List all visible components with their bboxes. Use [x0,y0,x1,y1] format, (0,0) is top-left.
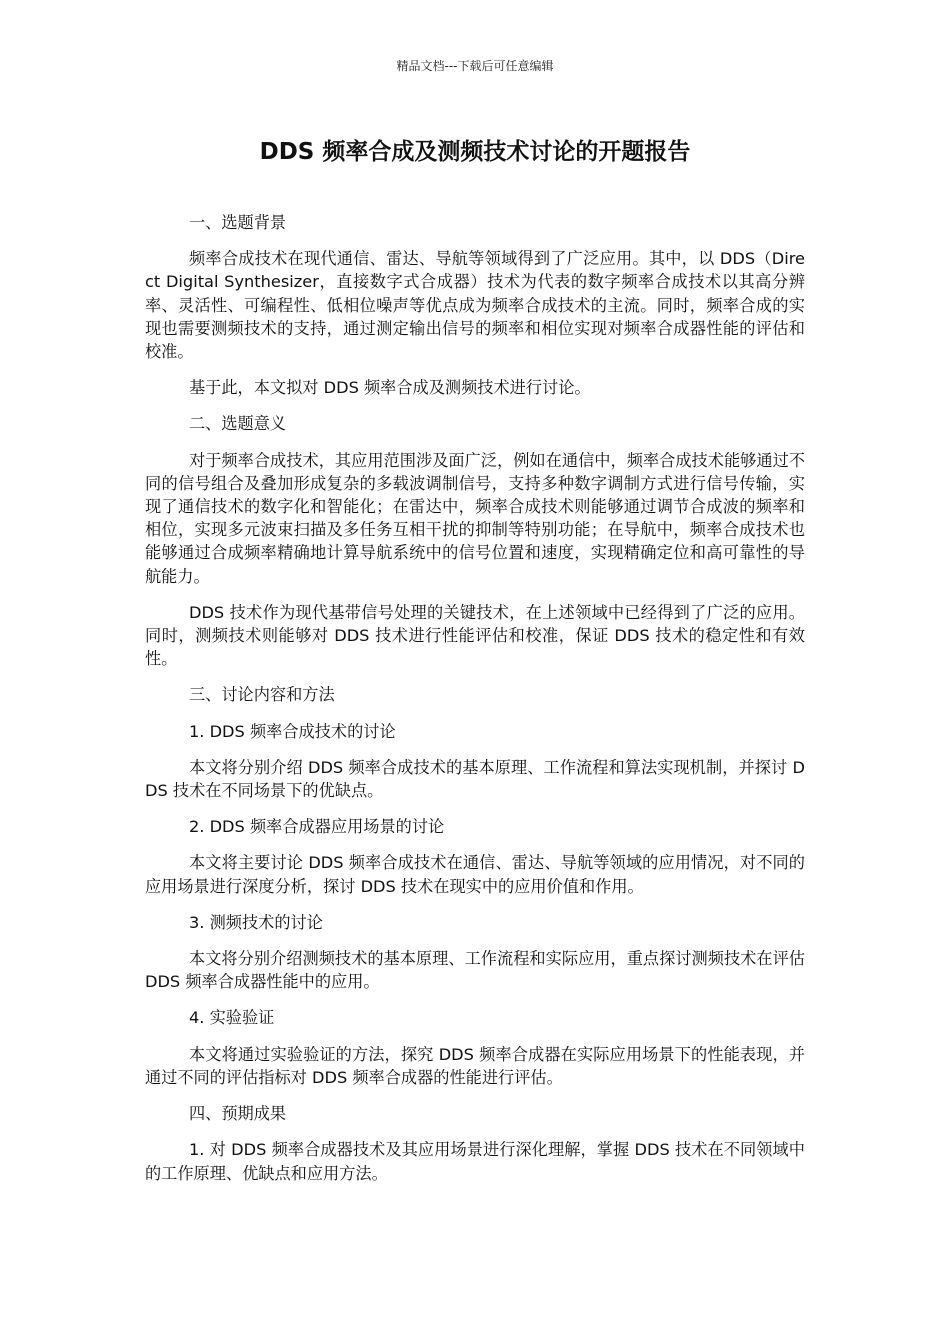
header-note: 精品文档---下载后可任意编辑 [396,59,554,73]
paragraph-significance-1: 对于频率合成技术，其应用范围涉及面广泛，例如在通信中，频率合成技术能够通过不同的信号组合及叠加形成复杂的多载波调制信号，支持多种数字调制方式进行信号传输，实现了通信技术的数字化和智能化；在雷达中，频率合成技术则能够通过调节合成波的频率和相位，实现多元波束扫描及多任务互相干扰的抑制等特别功能；在导航中，频率合成技术也能够通过合成频率精确地计算导航系统中的信号位置和速度，实现精确定位和高可靠性的导航能力。 [145,450,805,586]
paragraph-significance-2: DDS 技术作为现代基带信号处理的关键技术，在上述领域中已经得到了广泛的应用。同时，测频技术则能够对 DDS 技术进行性能评估和校准，保证 DDS 技术的稳定性和有效性。 [145,602,805,669]
paragraph-frequency-measurement: 本文将分别介绍测频技术的基本原理、工作流程和实际应用，重点探讨测频技术在评估 DDS 频率合成器性能中的应用。 [145,949,805,992]
section-heading-expected-results: 四、预期成果 [189,1104,287,1124]
paragraph-dds-technology: 本文将分别介绍 DDS 频率合成技术的基本原理、工作流程和算法实现机制，并探讨 DDS 技术在不同场景下的优缺点。 [145,757,805,801]
subheading-dds-technology: 1. DDS 频率合成技术的讨论 [189,721,396,741]
document-body [145,211,805,1198]
subheading-experiment: 4. 实验验证 [189,1008,275,1028]
paragraph-dds-applications: 本文将主要讨论 DDS 频率合成技术在通信、雷达、导航等领域的应用情况，对不同的应用场景进行深度分析，探讨 DDS 技术在现实中的应用价值和作用。 [145,853,805,896]
subheading-frequency-measurement: 3. 测频技术的讨论 [189,912,323,932]
document-title: DDS 频率合成及测频技术讨论的开题报告 [259,139,691,165]
section-heading-significance: 二、选题意义 [189,414,287,434]
section-heading-background: 一、选题背景 [189,213,287,232]
section-heading-methods: 三、讨论内容和方法 [189,685,335,705]
paragraph-background-2: 基于此，本文拟对 DDS 频率合成及测频技术进行讨论。 [189,378,591,398]
paragraph-experiment: 本文将通过实验验证的方法，探究 DDS 频率合成器在实际应用场景下的性能表现，并通过不同的评估指标对 DDS 频率合成器的性能进行评估。 [145,1044,805,1087]
subheading-dds-applications: 2. DDS 频率合成器应用场景的讨论 [189,817,445,837]
paragraph-expected-result-1: 1. 对 DDS 频率合成器技术及其应用场景进行深化理解，掌握 DDS 技术在不同领域中的工作原理、优缺点和应用方法。 [145,1140,805,1183]
paragraph-background-1: 频率合成技术在现代通信、雷达、导航等领域得到了广泛应用。其中，以 DDS（Direct Digital Synthesizer，直接数字式合成器）技术为代表的数字频率合成技术以其高分辨率、灵活性、可编程性、低相位噪声等优点成为频率合成技术的主流。同时，频率合成的实现也需要测频技术的支持，通过测定输出信号的频率和相位实现对频率合成器性能的评估和校准。 [145,249,805,362]
